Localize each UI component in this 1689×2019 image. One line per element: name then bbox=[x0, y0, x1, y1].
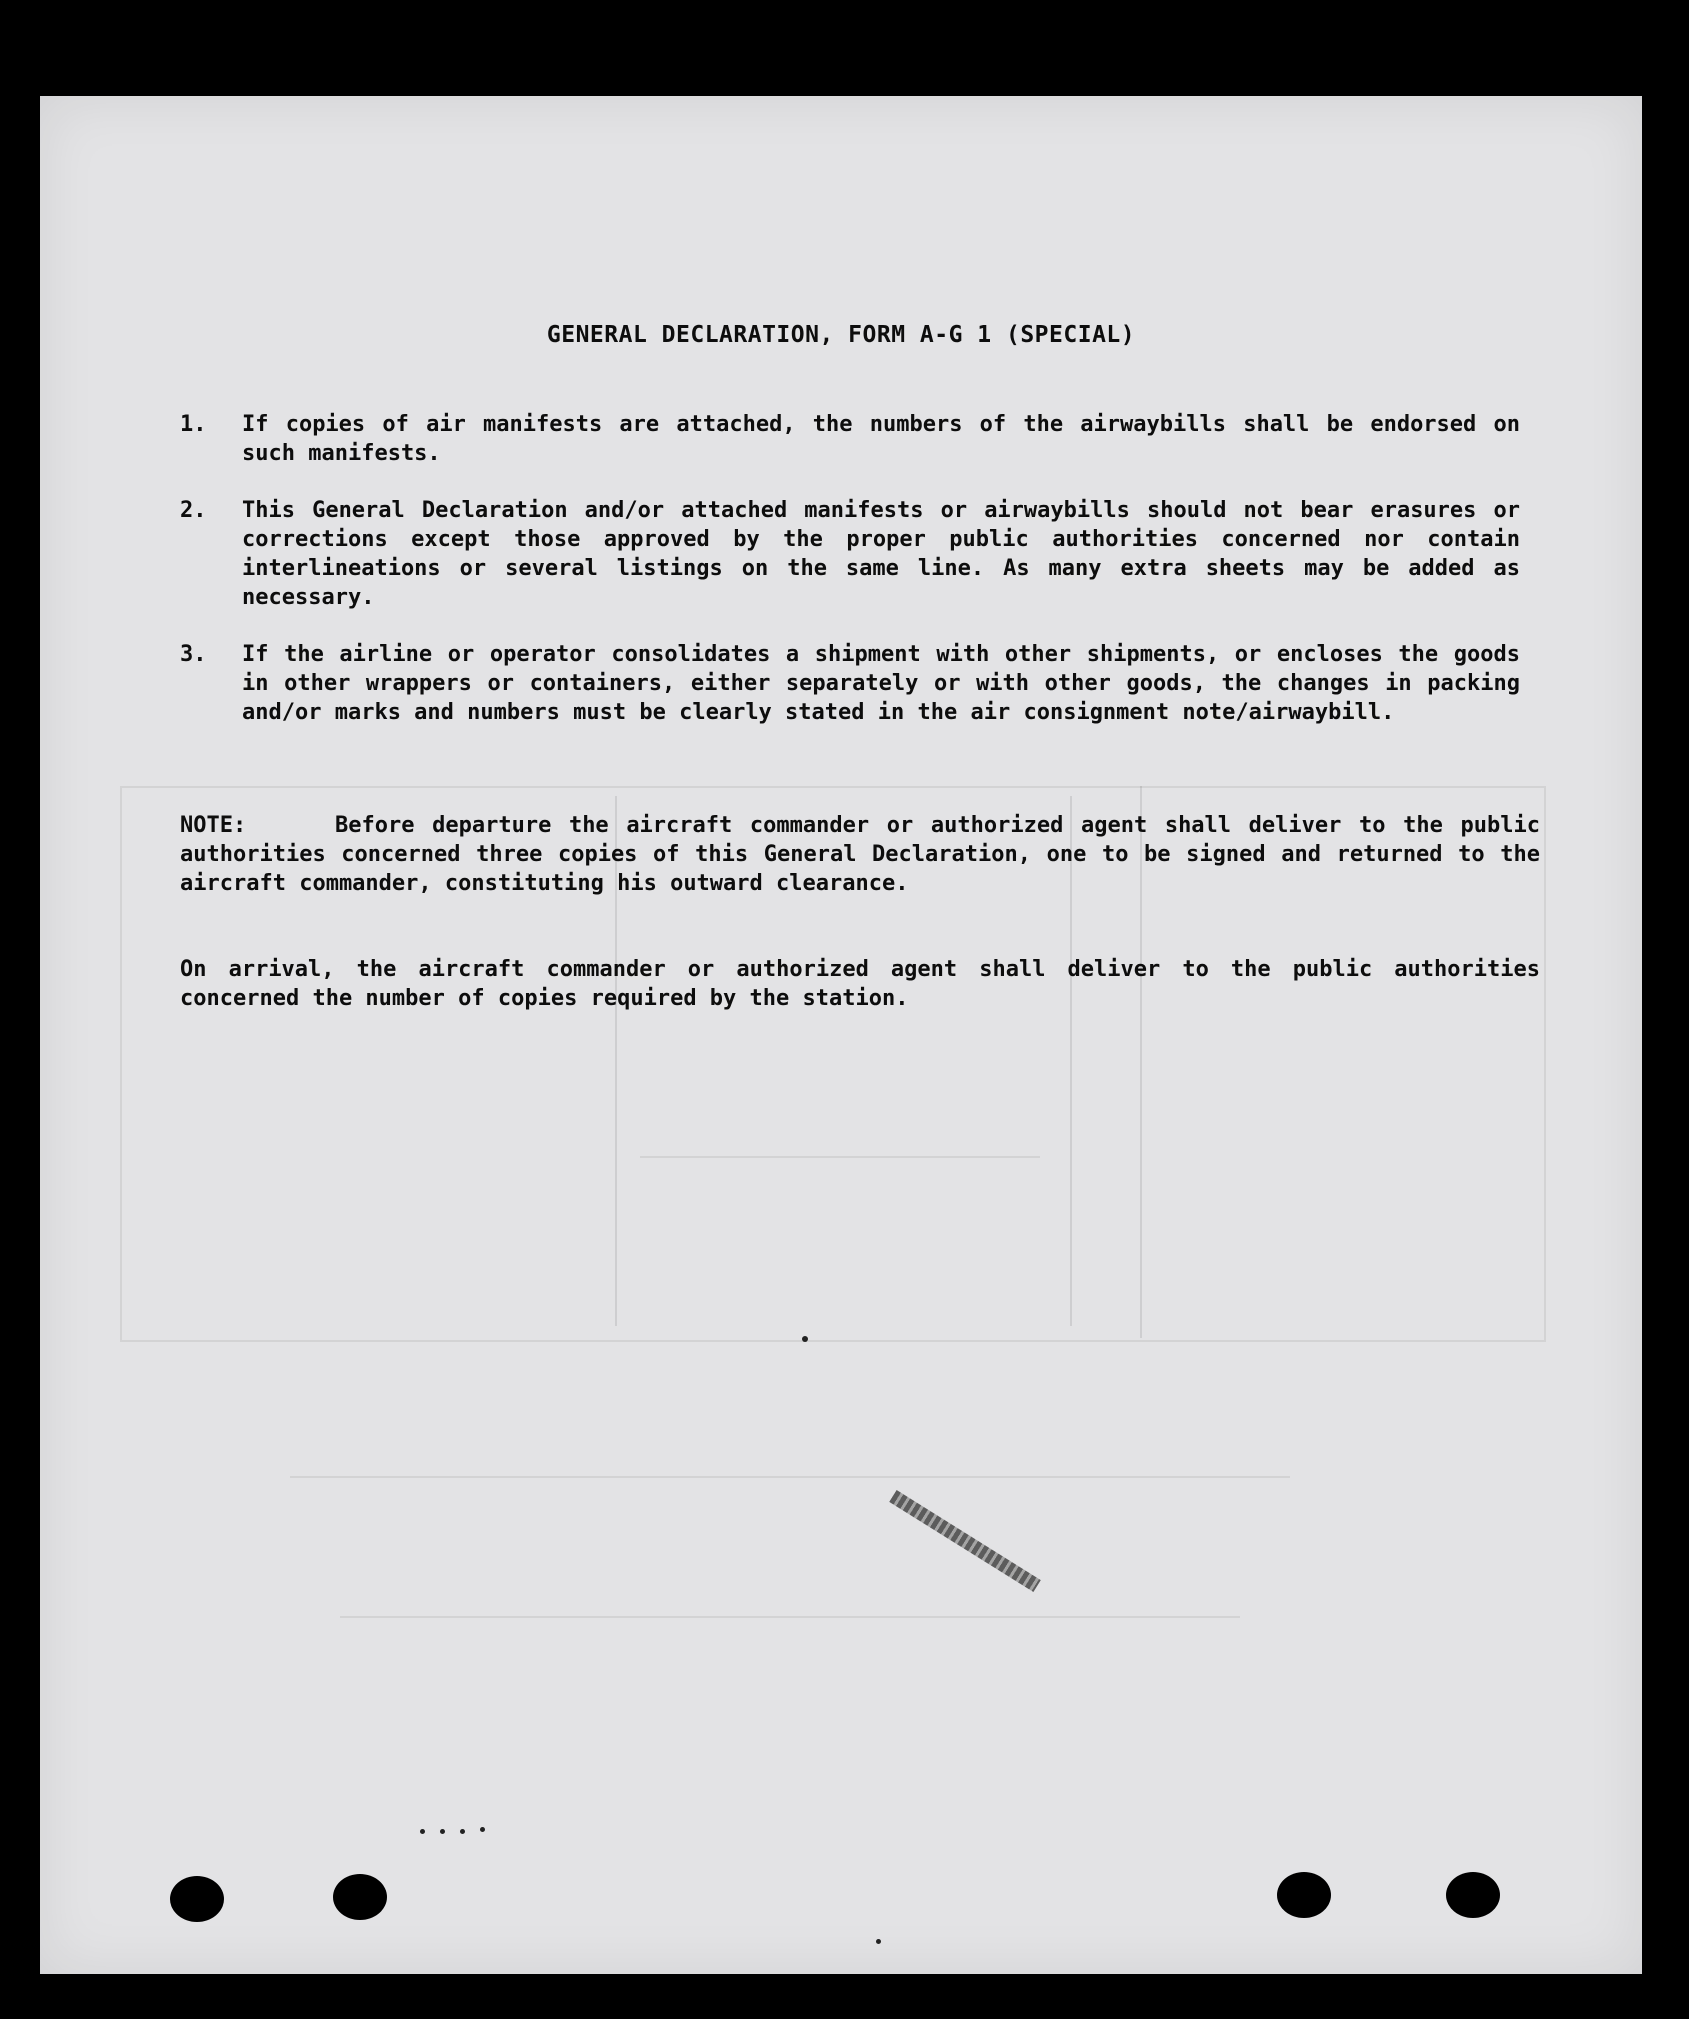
smudged-stamp bbox=[889, 1490, 1041, 1592]
item-text: If the airline or operator consolidates a shipment with other shipments, or encloses the goods in other wrappers or containers, either separately or with other goods, the changes in packing and/or marks and numbers must be clearly stated in the air consignment note/airwaybill. bbox=[242, 642, 1520, 725]
ink-speck bbox=[876, 1939, 881, 1944]
bleed-through-rule bbox=[290, 1476, 1290, 1478]
ink-speck bbox=[480, 1827, 485, 1832]
page-title: GENERAL DECLARATION, FORM A-G 1 (SPECIAL) bbox=[546, 322, 1136, 348]
arrival-paragraph: On arrival, the aircraft commander or authorized agent shall deliver to the public authorities concerned the number of copies required by the station. bbox=[180, 957, 1540, 1011]
item-text: This General Declaration and/or attached manifests or airwaybills should not bear erasures or corrections except those approved by the proper public authorities concerned nor contain interlineations or several listings on the same line. As many extra sheets may be added as necessary. bbox=[242, 498, 1520, 610]
item-text: If copies of air manifests are attached, the numbers of the airwaybills shall be endorsed on such manifests. bbox=[242, 412, 1520, 466]
note-paragraph bbox=[180, 811, 1540, 898]
note-label: NOTE: bbox=[180, 813, 247, 838]
note-text: Before departure the aircraft commander or authorized agent shall deliver to the public authorities concerned three copies of this General Declaration, one to be signed and returned to the aircraft commander, constituting his outward clearance. bbox=[180, 813, 1540, 896]
list-item bbox=[180, 496, 1520, 612]
item-number: 3. bbox=[180, 642, 207, 667]
document-page bbox=[40, 96, 1642, 1974]
list-item bbox=[180, 640, 1520, 727]
punch-hole bbox=[1277, 1872, 1331, 1918]
punch-hole bbox=[1446, 1872, 1500, 1918]
punch-hole bbox=[170, 1876, 224, 1922]
ink-speck bbox=[440, 1829, 445, 1834]
punch-hole bbox=[333, 1874, 387, 1920]
item-number: 2. bbox=[180, 498, 207, 523]
item-number: 1. bbox=[180, 412, 207, 437]
list-item bbox=[180, 410, 1520, 468]
bleed-through-rule bbox=[340, 1616, 1240, 1618]
ink-speck bbox=[802, 1336, 808, 1342]
ink-speck bbox=[460, 1829, 465, 1834]
bleed-through-rule bbox=[640, 1156, 1040, 1158]
ink-speck bbox=[420, 1829, 425, 1834]
